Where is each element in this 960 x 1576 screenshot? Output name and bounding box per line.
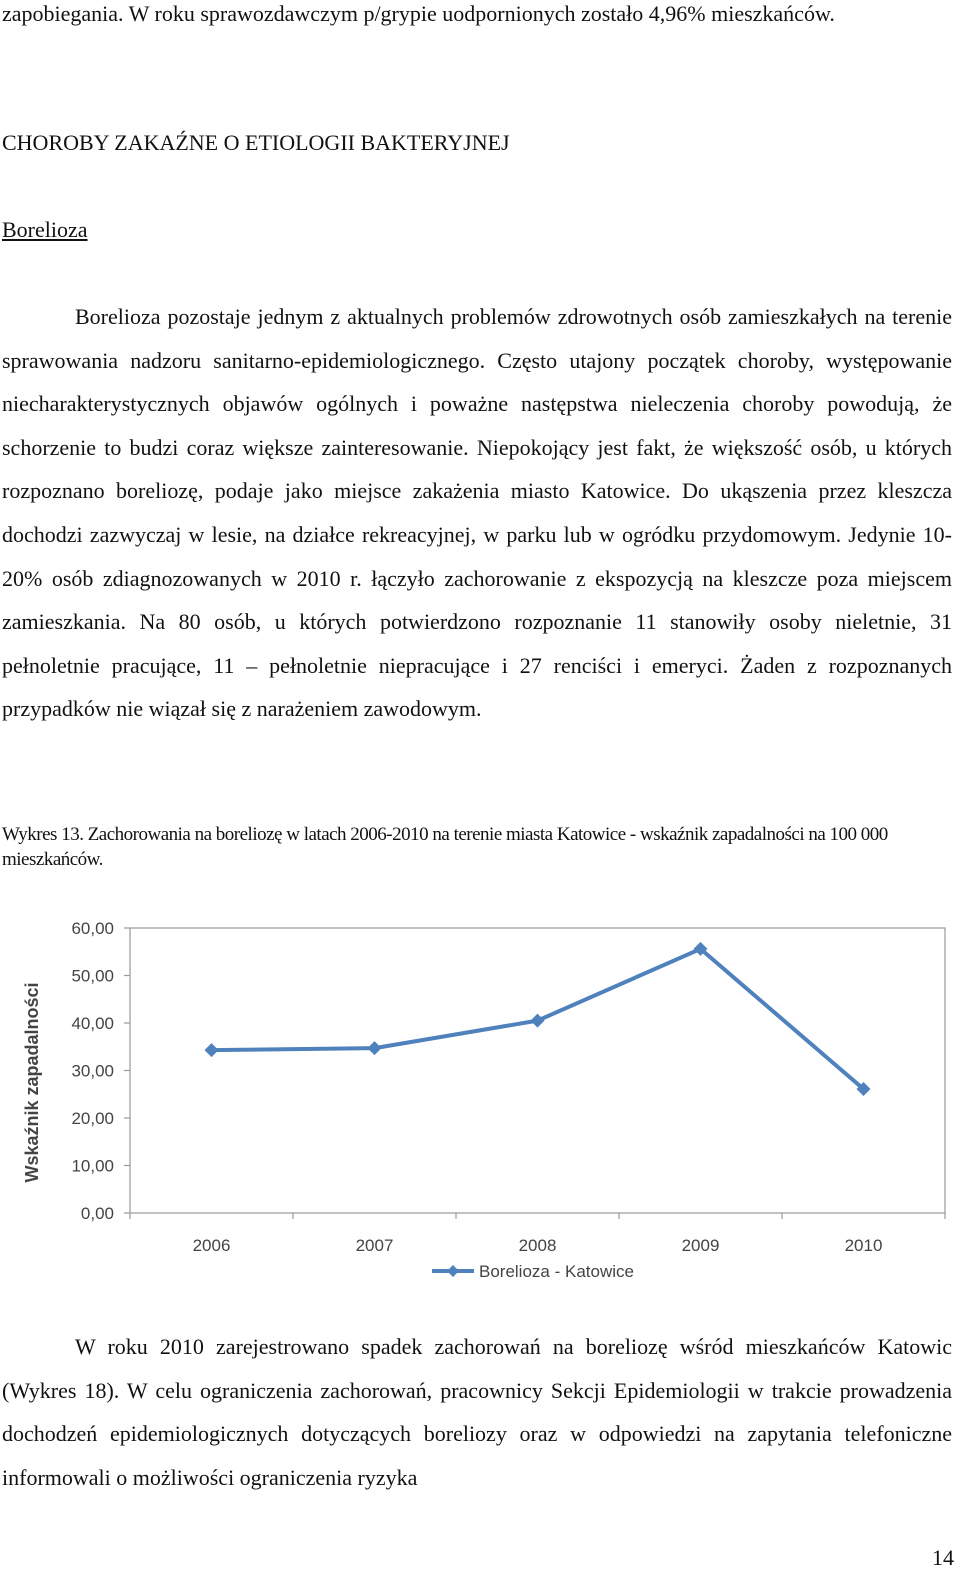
chart-caption: Wykres 13. Zachorowania na boreliozę w latach 2006-2010 na terenie miasta Katowice - wskaźnik zapadalności na 100 000 mieszkańców. <box>2 824 888 870</box>
x-tick-label: 2006 <box>192 1236 231 1255</box>
x-tick-label: 2007 <box>355 1236 394 1255</box>
y-axis-ticks <box>71 919 130 1223</box>
top-paragraph: zapobiegania. W roku sprawozdawczym p/grypie uodpornionych zostało 4,96% mieszkańców. <box>2 1 835 26</box>
x-axis-ticks <box>130 1213 945 1255</box>
x-tick-label: 2009 <box>681 1236 720 1255</box>
second-paragraph: W roku 2010 zarejestrowano spadek zachorowań na boreliozę wśród mieszkańców Katowic (Wykres 18). W celu ograniczenia zachorowań, pracownicy Sekcji Epidemiologii w trakcie prowadzenia dochodzeń epidemiologicznych dotyczących boreliozy oraz w odpowiedzi na zapytania telefoniczne informowali o możliwości ograniczenia ryzyka <box>2 1334 952 1490</box>
x-tick-label: 2010 <box>844 1236 883 1255</box>
y-tick-label: 60,00 <box>71 919 114 938</box>
y-tick-label: 0,00 <box>80 1204 114 1223</box>
data-point <box>531 1014 545 1028</box>
page-number: 14 <box>932 1545 954 1570</box>
y-tick-label: 10,00 <box>71 1156 114 1176</box>
data-point <box>368 1041 382 1055</box>
series-layer <box>205 942 871 1096</box>
legend-marker <box>447 1265 459 1277</box>
y-tick-label: 40,00 <box>71 1014 114 1033</box>
subsection-heading: Borelioza <box>2 217 88 242</box>
y-tick-label: 20,00 <box>71 1109 114 1128</box>
legend-label: Borelioza - Katowice <box>479 1262 634 1281</box>
plot-area-border <box>130 928 945 1213</box>
y-tick-label: 50,00 <box>71 966 114 986</box>
y-axis-label: Wskaźnik zapadalności <box>22 982 42 1183</box>
line-chart <box>0 905 960 1295</box>
borelioza-paragraph: Borelioza pozostaje jednym z aktualnych problemów zdrowotnych osób zamieszkałych na terenie sprawowania nadzoru sanitarno-epidemiologicznego. Często utajony początek choroby, występowanie niecharakterystycznych objawów ogólnych i poważne następstwa nieleczenia choroby powodują, że schorzenie to budzi coraz większe zainteresowanie. Niepokojący jest fakt, że większość osób, u których rozpoznano boreliozę, podaje jako miejsce zakażenia miasto Katowice. Do ukąszenia przez kleszcza dochodzi zazwyczaj w lesie, na działce rekreacyjnej, w parku lub w ogródku przydomowym. Jedynie 10-20% osób zdiagnozowanych w 2010 r. łączyło zachorowanie z ekspozycją na kleszcze poza miejscem zamieszkania. Na 80 osób, u których potwierdzono rozpoznanie 11 stanowiły osoby nieletnie, 31 pełnoletnie pracujące, 11 – pełnoletnie niepracujące i 27 renciści i emeryci. Żaden z rozpoznanych przypadków nie wiązał się z narażeniem zawodowym. <box>2 304 952 722</box>
x-tick-label: 2008 <box>518 1236 557 1255</box>
plot-frame <box>130 928 945 1213</box>
legend <box>432 1262 634 1281</box>
section-heading: CHOROBY ZAKAŹNE O ETIOLOGII BAKTERYJNEJ <box>2 130 510 155</box>
data-point <box>205 1043 219 1057</box>
y-tick-label: 30,00 <box>71 1061 114 1081</box>
